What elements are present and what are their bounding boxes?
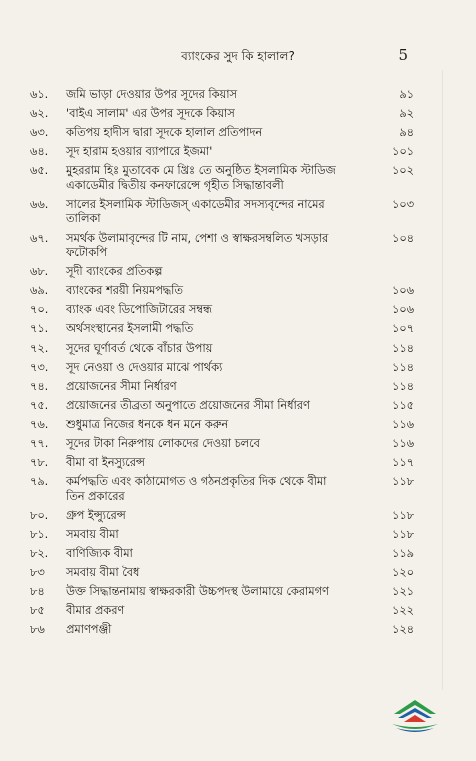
toc-entry <box>30 475 414 504</box>
entry-page: ১০১ <box>391 145 414 159</box>
publisher-logo-icon <box>388 694 442 734</box>
toc-entry <box>30 126 414 141</box>
entry-title: সমর্থক উলামাবৃন্দের টি নাম, পেশা ও স্বাক্ষরসম্বলিত খসড়ার <box>66 231 329 245</box>
entry-number: ৬৪. <box>30 145 49 159</box>
toc-entry <box>30 322 414 337</box>
toc-entry <box>30 566 414 581</box>
margin-bleed <box>442 70 473 690</box>
entry-title: প্রমাণপঞ্জী <box>66 623 112 637</box>
toc-entry <box>30 528 414 543</box>
entry-title: গ্রুপ ইন্স্যুরেন্স <box>66 508 126 522</box>
entry-title-block <box>66 418 374 433</box>
entry-number: ৬৯. <box>30 284 49 298</box>
entry-number: ৭৫. <box>30 398 49 412</box>
entry-page: ১০৬ <box>391 284 414 298</box>
entry-title-block <box>66 265 374 280</box>
entry-page: ১০২ <box>391 164 414 178</box>
entry-page: ১০৩ <box>391 197 414 211</box>
entry-number: ৭৩. <box>30 360 49 374</box>
entry-title: সূদের টাকা নিরুপায় লোকদের দেওয়া চলবে <box>66 437 260 450</box>
entry-number: ৬২. <box>30 107 49 121</box>
entry-title: বাণিজ্যিক বীমা <box>66 546 133 560</box>
page-header <box>0 46 476 68</box>
toc-entry <box>30 585 414 600</box>
entry-title: প্রয়োজনের সীমা নির্ধারণ <box>66 379 177 393</box>
toc-entry <box>30 107 414 122</box>
entry-title-block <box>66 604 374 619</box>
entry-number: ৬৬. <box>30 197 49 211</box>
toc-entry <box>30 342 414 357</box>
entry-title-block <box>66 164 374 193</box>
toc-entry <box>30 456 414 471</box>
entry-page: ১২১ <box>391 585 414 599</box>
entry-title-block <box>66 528 374 543</box>
entry-title: মুহররাম হিঃ মুতাবেক মে খ্রিঃ তে অনুষ্ঠিত ইসলামিক স্টাডিজ <box>66 164 336 178</box>
entry-page: ১১৮ <box>392 475 414 489</box>
entry-page: ১১৫ <box>392 398 414 412</box>
toc-entry <box>30 164 414 193</box>
entry-number: ৭৮. <box>30 456 49 470</box>
entry-number: ৭০. <box>30 303 49 317</box>
toc-entry <box>30 284 414 299</box>
toc-entry <box>30 623 414 638</box>
page-number: 5 <box>398 46 408 64</box>
entry-number: ৮৬ <box>30 623 45 637</box>
running-title: ব্যাংকের সুদ কি হালাল? <box>181 49 295 63</box>
entry-title: সূদী ব্যাংকের প্রতিকল্প <box>66 265 163 279</box>
entry-title: উক্ত সিদ্ধান্তনামায় স্বাক্ষরকারী উচ্চপদস্থ উলামায়ে কেরামগণ <box>66 585 329 599</box>
entry-number: ৭২. <box>30 341 49 355</box>
entry-page: ৯১ <box>399 88 414 101</box>
entry-title-block <box>66 303 374 318</box>
entry-title-block <box>66 232 374 261</box>
entry-number: ৬৭. <box>30 231 49 245</box>
entry-page: ১১৭ <box>391 456 414 470</box>
entry-title-block <box>66 342 374 357</box>
entry-title-block <box>66 437 374 452</box>
entry-page: ১১৬ <box>391 437 414 450</box>
entry-page: ৯২ <box>399 107 414 121</box>
entry-title: ব্যাংক এবং ডিপোজিটারের সম্বন্ধ <box>66 303 212 317</box>
toc-entry <box>30 361 414 376</box>
toc-entry <box>30 509 414 524</box>
entry-title-block <box>66 361 374 376</box>
entry-number: ৭৯. <box>30 475 49 489</box>
entry-page: ১১৮ <box>392 508 414 522</box>
entry-page: ১২০ <box>391 566 414 580</box>
toc-entry <box>30 198 414 227</box>
entry-title: জমি ভাড়া দেওয়ার উপর সূদের কিয়াস <box>66 88 237 101</box>
entry-number: ৭১. <box>30 322 49 336</box>
toc-entry <box>30 418 414 433</box>
entry-page: ১০৭ <box>391 322 414 336</box>
entry-number: ৮৩ <box>30 566 45 580</box>
entry-title: কতিপয় হাদীস দ্বারা সূদকে হালাল প্রতিপাদন <box>66 126 263 140</box>
entry-title: প্রয়োজনের তীব্রতা অনুপাতে প্রয়োজনের সীমা নির্ধারণ <box>66 398 310 412</box>
entry-title-block <box>66 88 374 103</box>
entry-title: সমবায় বীমা <box>66 527 119 541</box>
entry-title-continuation: ফটোকপি <box>66 246 108 260</box>
toc-entry <box>30 265 414 280</box>
entry-page: ১০৪ <box>391 231 414 245</box>
entry-title-block <box>66 509 374 524</box>
entry-page: ১১৪ <box>392 360 414 374</box>
entry-title-block <box>66 623 374 638</box>
entry-title: বীমার প্রকরণ <box>66 604 125 618</box>
entry-title: সূদের ঘূর্ণাবর্ত থেকে বাঁচার উপায় <box>66 341 213 355</box>
entry-page: ১০৬ <box>391 303 414 317</box>
toc-entry <box>30 604 414 619</box>
entry-number: ৬১. <box>30 88 49 101</box>
entry-title-block <box>66 547 374 562</box>
entry-title: সমবায় বীমা বৈধ <box>66 566 140 580</box>
entry-title: বীমা বা ইনস্যুরেন্স <box>66 456 145 470</box>
entry-title-block <box>66 566 374 581</box>
toc-entry <box>30 547 414 562</box>
entry-title: কর্মপদ্ধতি এবং কাঠামোগত ও গঠনপ্রকৃতির দিক থেকে বীমা <box>66 475 327 489</box>
entry-title-block <box>66 145 374 160</box>
entry-page: ৯৪ <box>399 126 414 140</box>
toc-entry <box>30 380 414 395</box>
entry-number: ৭৬. <box>30 417 49 431</box>
entry-number: ৭৪. <box>30 379 49 393</box>
entry-title-block <box>66 107 374 122</box>
entry-title-block <box>66 322 374 337</box>
entry-number: ৮০. <box>30 508 49 522</box>
entry-title: অর্থসংস্থানের ইসলামী পদ্ধতি <box>66 322 194 336</box>
entry-page: ১১৪ <box>392 341 414 355</box>
entry-title-block <box>66 585 374 600</box>
toc-entry <box>30 399 414 414</box>
entry-title-block <box>66 475 374 504</box>
entry-title-block <box>66 456 374 471</box>
entry-title-block <box>66 126 374 141</box>
entry-title-continuation: একাডেমীর দ্বিতীয় কনফারেন্সে গৃহীত সিদ্ধান্তাবলী <box>66 178 284 192</box>
entry-title: সূদ নেওয়া ও দেওয়ার মাঝে পার্থক্য <box>66 360 223 374</box>
entry-title-continuation: তালিকা <box>66 212 101 226</box>
entry-title: ব্যাংকের শরয়ী নিয়মপদ্ধতি <box>66 284 183 298</box>
entry-title: 'বাইএ সালাম' এর উপর সূদকে কিয়াস <box>66 107 235 121</box>
entry-title: সূদ হারাম হওয়ার ব্যাপারে ইজমা' <box>66 145 213 159</box>
entry-number: ৮২. <box>30 546 49 560</box>
entry-title-block <box>66 198 374 227</box>
entry-title-block <box>66 380 374 395</box>
entry-number: ৮১. <box>30 527 49 541</box>
entry-number: ৬৮. <box>30 265 49 279</box>
entry-number: ৮৪ <box>30 585 45 599</box>
entry-title-block <box>66 399 374 414</box>
toc-entry <box>30 145 414 160</box>
entry-title-block <box>66 284 374 299</box>
entry-title-continuation: তিন প্রকারের <box>66 489 125 503</box>
entry-number: ৭৭. <box>30 437 49 450</box>
entry-page: ১১৯ <box>392 546 414 560</box>
table-of-contents <box>30 88 414 642</box>
entry-number: ৬৫. <box>30 164 49 178</box>
toc-entry <box>30 303 414 318</box>
entry-page: ১১৮ <box>392 527 414 541</box>
entry-page: ১১৬ <box>391 417 414 431</box>
entry-page: ১১৪ <box>392 379 414 393</box>
entry-page: ১২২ <box>391 604 414 618</box>
toc-entry <box>30 232 414 261</box>
toc-entry <box>30 88 414 103</box>
entry-number: ৮৫ <box>30 604 45 618</box>
entry-title: সালের ইসলামিক স্টাডিজস্ একাডেমীর সদস্যবৃন্দের নামের <box>66 197 325 211</box>
toc-entry <box>30 437 414 452</box>
entry-title: শুধুমাত্র নিজের ধনকে ধন মনে করুন <box>66 417 229 431</box>
entry-page: ১২৪ <box>391 623 414 637</box>
entry-number: ৬৩. <box>30 126 49 140</box>
